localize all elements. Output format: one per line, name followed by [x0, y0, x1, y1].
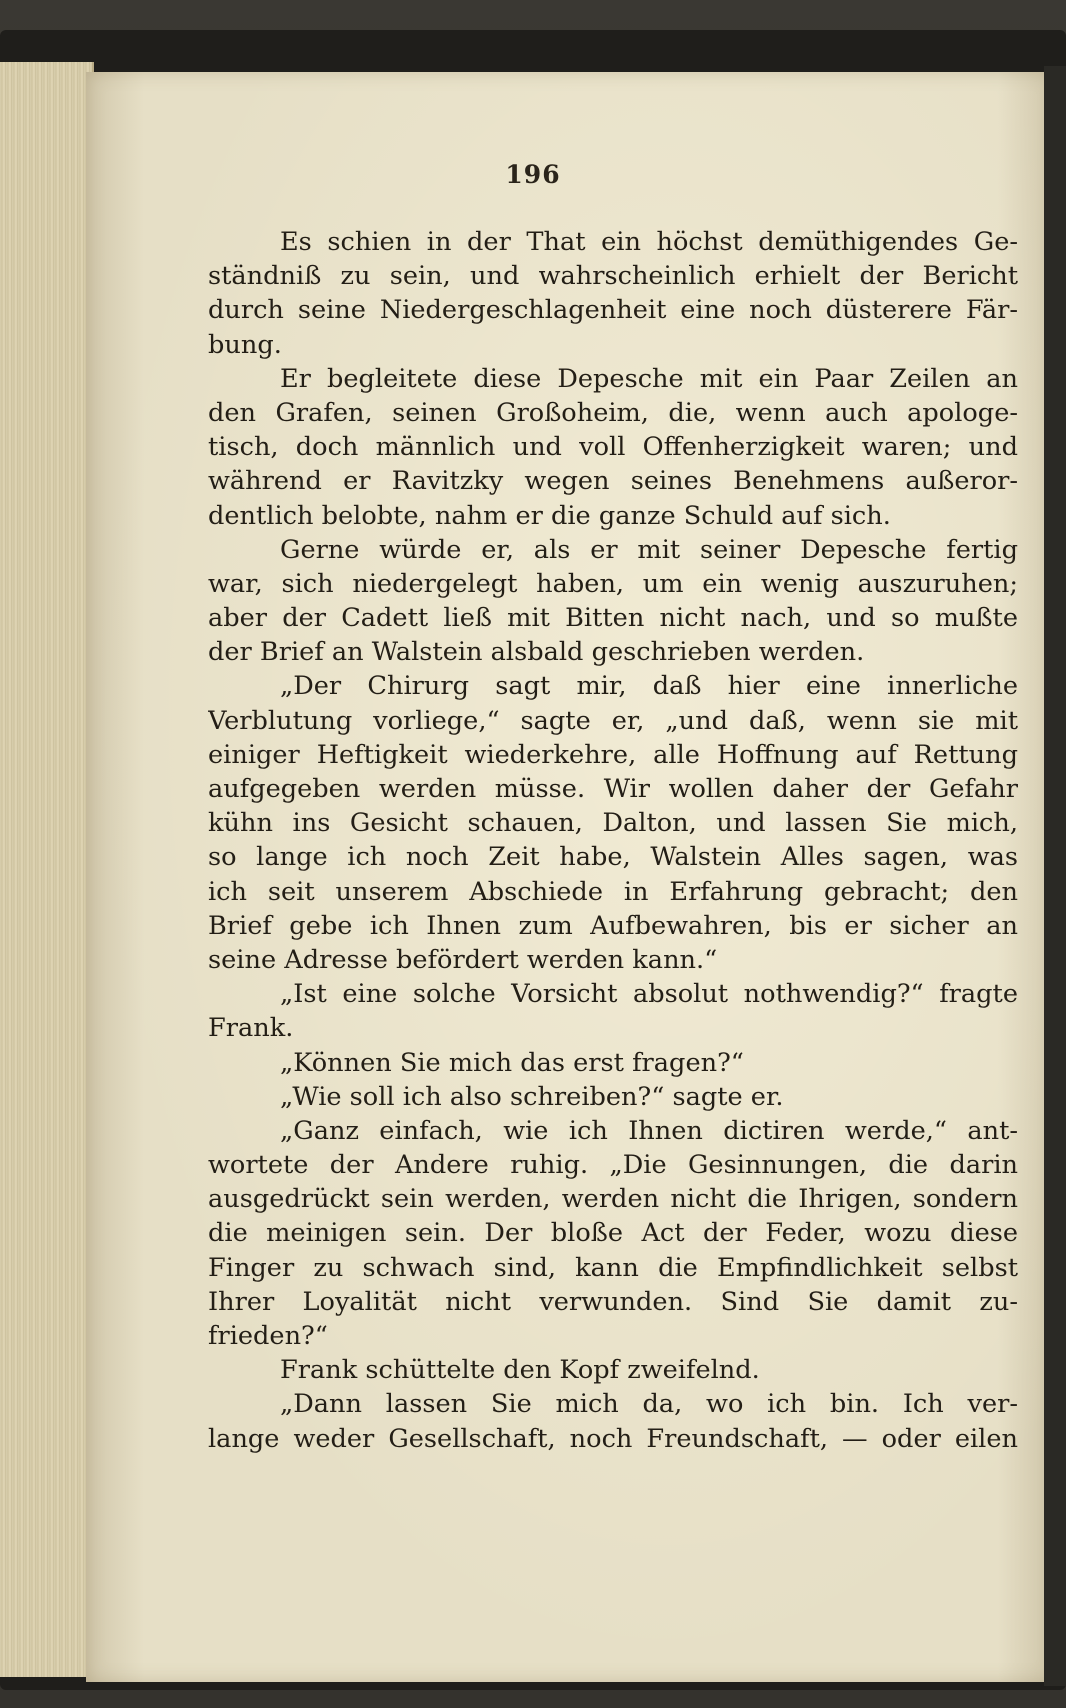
page-number: 196 — [505, 160, 561, 189]
text-line: Frank schüttelte den Kopf zweifelnd. — [280, 1355, 760, 1386]
text-line: „Dann lassen Sie mich da, wo ich bin. Ich ver- — [280, 1389, 1018, 1420]
text-line: tisch, doch männlich und voll Offenherzigkeit waren; und — [208, 432, 1018, 463]
text-line: Ihrer Loyalität nicht verwunden. Sind Sie damit zu- — [208, 1286, 1018, 1317]
body-text — [208, 225, 1018, 1456]
page-edges — [0, 62, 94, 1677]
text-line: Finger zu schwach sind, kann die Empfindlichkeit selbst — [208, 1252, 1018, 1283]
text-line: so lange ich noch Zeit habe, Walstein Alles sagen, was — [208, 842, 1018, 873]
text-line: „Der Chirurg sagt mir, daß hier eine innerliche — [280, 671, 1018, 702]
cover-edge — [1044, 66, 1066, 1686]
text-line: dentlich belobte, nahm er die ganze Schuld auf sich. — [208, 500, 891, 531]
text-line: während er Ravitzky wegen seines Benehmens außeror- — [208, 466, 1018, 497]
text-line: „Ist eine solche Vorsicht absolut nothwendig?“ fragte — [280, 979, 1018, 1010]
text-line: Brief gebe ich Ihnen zum Aufbewahren, bis er sicher an — [208, 910, 1018, 941]
text-line: der Brief an Walstein alsbald geschrieben werden. — [208, 637, 865, 668]
text-line: Gerne würde er, als er mit seiner Depesche fertig — [280, 534, 1018, 565]
text-line: aber der Cadett ließ mit Bitten nicht nach, und so mußte — [208, 603, 1018, 634]
text-line: bung. — [208, 329, 282, 360]
text-line: wortete der Andere ruhig. „Die Gesinnungen, die darin — [208, 1150, 1018, 1181]
text-line: war, sich niedergelegt haben, um ein wenig auszuruhen; — [208, 568, 1018, 599]
text-line: lange weder Gesellschaft, noch Freundschaft, — oder eilen — [208, 1423, 1018, 1454]
text-line: den Grafen, seinen Großoheim, die, wenn auch apologe- — [208, 397, 1018, 428]
text-line: ich seit unserem Abschiede in Erfahrung gebracht; den — [208, 876, 1018, 907]
text-line: ständniß zu sein, und wahrscheinlich erhielt der Bericht — [208, 261, 1018, 292]
text-line: „Wie soll ich also schreiben?“ sagte er. — [280, 1081, 784, 1112]
text-line: aufgegeben werden müsse. Wir wollen daher der Gefahr — [208, 774, 1018, 804]
text-line: kühn ins Gesicht schauen, Dalton, und lassen Sie mich, — [208, 808, 1018, 839]
text-line: durch seine Niedergeschlagenheit eine noch düsterere Fär- — [208, 295, 1018, 326]
text-line: Es schien in der That ein höchst demüthigendes Ge- — [280, 227, 1018, 257]
text-line: seine Adresse befördert werden kann.“ — [208, 944, 718, 975]
text-line: „Ganz einfach, wie ich Ihnen dictiren werde,“ ant- — [280, 1115, 1018, 1146]
text-line: einiger Heftigkeit wiederkehre, alle Hoffnung auf Rettung — [208, 739, 1018, 770]
text-line: „Können Sie mich das erst fragen?“ — [280, 1047, 744, 1078]
text-line: ausgedrückt sein werden, werden nicht die Ihrigen, sondern — [208, 1184, 1018, 1215]
text-line: frieden?“ — [208, 1321, 328, 1351]
text-line: die meinigen sein. Der bloße Act der Feder, wozu diese — [208, 1218, 1018, 1249]
text-line: Verblutung vorliege,“ sagte er, „und daß, wenn sie mit — [208, 705, 1018, 736]
text-line: Er begleitete diese Depesche mit ein Paar Zeilen an — [280, 363, 1018, 394]
text-line: Frank. — [208, 1013, 294, 1044]
